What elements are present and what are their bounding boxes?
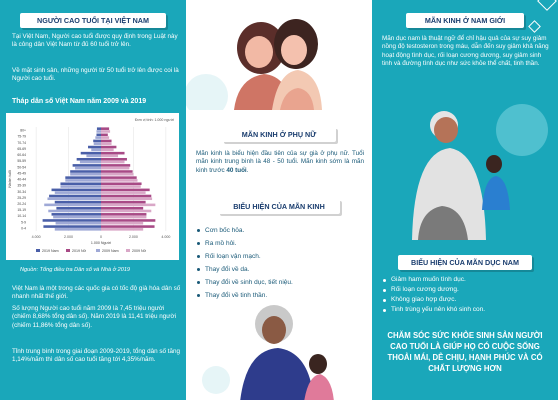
bar-2019-female (101, 127, 109, 130)
male-signs-list (382, 275, 552, 315)
early-menopause-age: 40 tuổi (226, 166, 247, 174)
grandmother-child-illustration (186, 292, 372, 400)
age-group-label: 35-39 (17, 183, 26, 188)
male-signs-title: BIỂU HIỆN CỦA MÃN DỤC NAM (398, 255, 532, 270)
bar-2019-female (101, 182, 142, 185)
bar-2019-male (65, 176, 101, 179)
bar-2019-male (77, 158, 101, 161)
x-tick-label: 4.000 (31, 235, 41, 239)
population-pyramid-chart (6, 113, 179, 260)
legend-label: 2009 Nam (102, 249, 119, 253)
bar-2019-male (88, 146, 101, 149)
y-axis-label: Nhóm tuổi (8, 170, 12, 188)
closing-message: CHĂM SÓC SỨC KHỎE SINH SẢN NGƯỜI CAO TUỔI LÀ GIÚP HỌ CÓ CUỘC SỐNG THOẢI MÁI, DỄ CHỊU, HẠNH PHÚC VÀ CÓ CHẤT LƯỢNG HƠN (387, 331, 543, 373)
decorative-diamond-icon (537, 0, 557, 11)
bar-2019-female (101, 164, 130, 167)
bar-2009-female (101, 185, 141, 188)
bar-2019-male (96, 134, 101, 137)
pyramid-svg (6, 113, 179, 260)
age-group-label: 80+ (20, 128, 26, 133)
x-tick-label: 4.000 (161, 235, 171, 239)
bar-2009-male (47, 197, 101, 200)
legend-swatch (96, 249, 100, 252)
list-item: Thay đổi về da. (196, 263, 366, 276)
x-tick-label: 0 (100, 235, 102, 239)
bar-2009-male (91, 149, 101, 152)
menopause-symptoms-title: BIỂU HIỆN CỦA MÃN KINH (218, 199, 340, 214)
female-menopause-title: MÃN KINH Ở PHỤ NỮ (222, 127, 336, 142)
bar-2009-female (101, 149, 114, 152)
right-panel (372, 0, 558, 400)
bar-2009-female (101, 130, 110, 133)
bar-2019-female (101, 170, 133, 173)
legend-label: 2019 Nữ (72, 249, 86, 253)
bar-2009-female (101, 210, 151, 213)
bar-2019-female (101, 140, 112, 143)
age-group-label: 25-29 (17, 195, 26, 200)
legend-swatch (66, 249, 70, 252)
bar-2009-female (101, 167, 129, 170)
bar-2019-male (97, 127, 101, 130)
aging-paragraph: Việt Nam là một trong các quốc gia có tốc độ già hóa dân số nhanh nhất thế giới. (12, 285, 181, 301)
bar-2009-female (101, 222, 143, 225)
age-group-label: 50-54 (17, 165, 26, 170)
chart-source: Nguồn: Tổng điều tra Dân số và Nhà ở 2019 (20, 267, 131, 273)
bar-2009-male (56, 222, 101, 225)
bar-2019-female (101, 225, 155, 228)
age-group-label: 30-34 (17, 189, 26, 194)
legend-swatch (36, 249, 40, 252)
intro-paragraph-1: Tại Việt Nam, Người cao tuổi được quy định trong Luật này là công dân Việt Nam từ đủ 60 tuổi trở lên. (12, 33, 178, 49)
bar-2009-female (101, 216, 146, 219)
female-menopause-body: Mãn kinh là biểu hiện đầu tiên của sự già ở phụ nữ. Tuổi mãn kinh trung bình là 48 - 50 tuổi. Mãn kinh sớm là mãn kinh trước (196, 150, 364, 174)
bar-2009-male (55, 191, 101, 194)
bar-2019-male (49, 195, 101, 198)
bar-2009-female (101, 173, 133, 176)
age-group-label: 60-64 (17, 153, 26, 158)
bar-2009-male (44, 204, 101, 207)
age-group-label: 10-14 (17, 214, 26, 219)
bar-2009-male (86, 155, 101, 158)
bar-2019-female (101, 146, 116, 149)
bar-2019-male (73, 164, 101, 167)
bar-2019-male (93, 140, 101, 143)
bar-2019-male (60, 182, 101, 185)
bar-2019-female (101, 176, 137, 179)
x-tick-label: 2.000 (128, 235, 138, 239)
growth-paragraph: Tỉnh trung bình trong giai đoạn 2009-2019, tổng dân số tăng 1,14%/năm thì dân số cao tuổi tăng tới 4,35%/năm. (12, 348, 181, 364)
bar-2009-male (60, 185, 101, 188)
bar-2019-female (101, 189, 150, 192)
bar-2019-male (81, 152, 101, 155)
list-item: Cơn bốc hỏa. (196, 224, 366, 237)
bar-2009-female (101, 228, 143, 231)
bar-2009-female (101, 161, 125, 164)
bar-2009-male (53, 216, 101, 219)
bar-2019-male (56, 207, 101, 210)
bar-2019-male (43, 219, 101, 222)
x-tick-label: 2.000 (64, 235, 74, 239)
list-item: Không giao hợp được. (382, 295, 552, 305)
bar-2019-male (52, 189, 101, 192)
bar-2009-female (101, 142, 112, 145)
bar-2019-female (101, 213, 146, 216)
bar-2019-male (70, 170, 101, 173)
age-group-label: 55-59 (17, 159, 26, 164)
bar-2009-male (75, 167, 101, 170)
menopause-symptom-list (196, 224, 366, 302)
list-item: Tinh trùng yếu nên khó sinh con. (382, 305, 552, 315)
bar-2009-female (101, 191, 146, 194)
bar-2009-male (55, 228, 101, 231)
bar-2019-male (55, 201, 101, 204)
bar-2009-female (101, 179, 138, 182)
age-group-label: 40-44 (17, 177, 26, 182)
bar-2019-female (101, 195, 151, 198)
list-item: Ra mồ hôi. (196, 237, 366, 250)
legend-label: 2009 Nữ (132, 249, 146, 253)
decorative-diamond-icon (528, 20, 541, 33)
elderly-count-paragraph: Số lượng Người cao tuổi năm 2009 là 7,45 triệu người (chiếm 8,68% tổng dân số). Năm 2019 là 11,41 triệu người (chiếm 11,86% tổng dân số). (12, 305, 176, 329)
bar-2009-male (94, 142, 101, 145)
bar-2019-male (43, 225, 101, 228)
legend-label: 2019 Nam (42, 249, 59, 253)
age-group-label: 65-69 (17, 146, 26, 151)
list-item: Thay đổi về sinh dục, tiết niệu. (196, 276, 366, 289)
bar-2019-female (101, 134, 108, 137)
bar-2009-male (80, 161, 101, 164)
left-panel (0, 0, 186, 400)
age-group-label: 70-74 (17, 140, 26, 145)
bar-2019-female (101, 207, 143, 210)
age-group-label: 20-24 (17, 202, 26, 206)
chart-heading: Tháp dân số Việt Nam năm 2009 và 2019 (12, 98, 147, 105)
age-group-label: 5-9 (21, 220, 26, 225)
age-group-label: 15-19 (17, 208, 26, 213)
bar-2009-male (48, 210, 101, 213)
age-group-label: 0-4 (21, 226, 26, 231)
bar-2019-female (101, 158, 127, 161)
x-axis-label: 1.000 Người (90, 241, 112, 245)
male-menopause-title: MÃN KINH Ở NAM GIỚI (406, 13, 524, 28)
elderly-vietnam-title: NGƯỜI CAO TUỔI TẠI VIỆT NAM (20, 13, 166, 28)
legend-swatch (126, 249, 130, 252)
bar-2019-female (101, 201, 146, 204)
age-group-label: 75-79 (17, 134, 26, 139)
bar-2009-female (101, 155, 118, 158)
bar-2009-female (101, 204, 155, 207)
bar-2019-male (52, 213, 101, 216)
bar-2019-female (101, 152, 125, 155)
grandfather-child-illustration (372, 100, 558, 240)
list-item: Giảm ham muốn tình dục. (382, 275, 552, 285)
age-group-label: 45-49 (17, 171, 26, 176)
list-item: Rối loạn cương dương. (382, 285, 552, 295)
bar-2009-female (101, 136, 109, 139)
middle-panel (186, 0, 372, 400)
intro-paragraph-2: Về mặt sinh sản, những người từ 50 tuổi trở lên được coi là Người cao tuổi. (12, 67, 179, 83)
bar-2009-male (70, 173, 101, 176)
chart-unit-note: Đơn vị tính: 1.000 người (134, 118, 174, 122)
bar-2009-male (96, 130, 101, 133)
bar-2009-male (95, 136, 101, 139)
list-item: Thay đổi về tinh thần. (196, 289, 366, 302)
female-menopause-text (196, 150, 364, 175)
male-menopause-text: Mãn dục nam là thuật ngữ để chỉ hậu quả của sự suy giảm nồng độ testosteron trong máu, dẫn đến suy giảm khả năng hoạt động tình dục, rối loạn cương dương, suy giảm sinh tinh và đường tình dục như sức khỏe thể chất, tinh thần. (382, 35, 549, 68)
bar-2009-male (65, 179, 101, 182)
list-item: Rối loạn vận mạch. (196, 250, 366, 263)
bar-2009-female (101, 197, 152, 200)
female-text-end: . (246, 166, 249, 174)
women-illustration (186, 0, 372, 110)
bar-2019-female (101, 219, 155, 222)
